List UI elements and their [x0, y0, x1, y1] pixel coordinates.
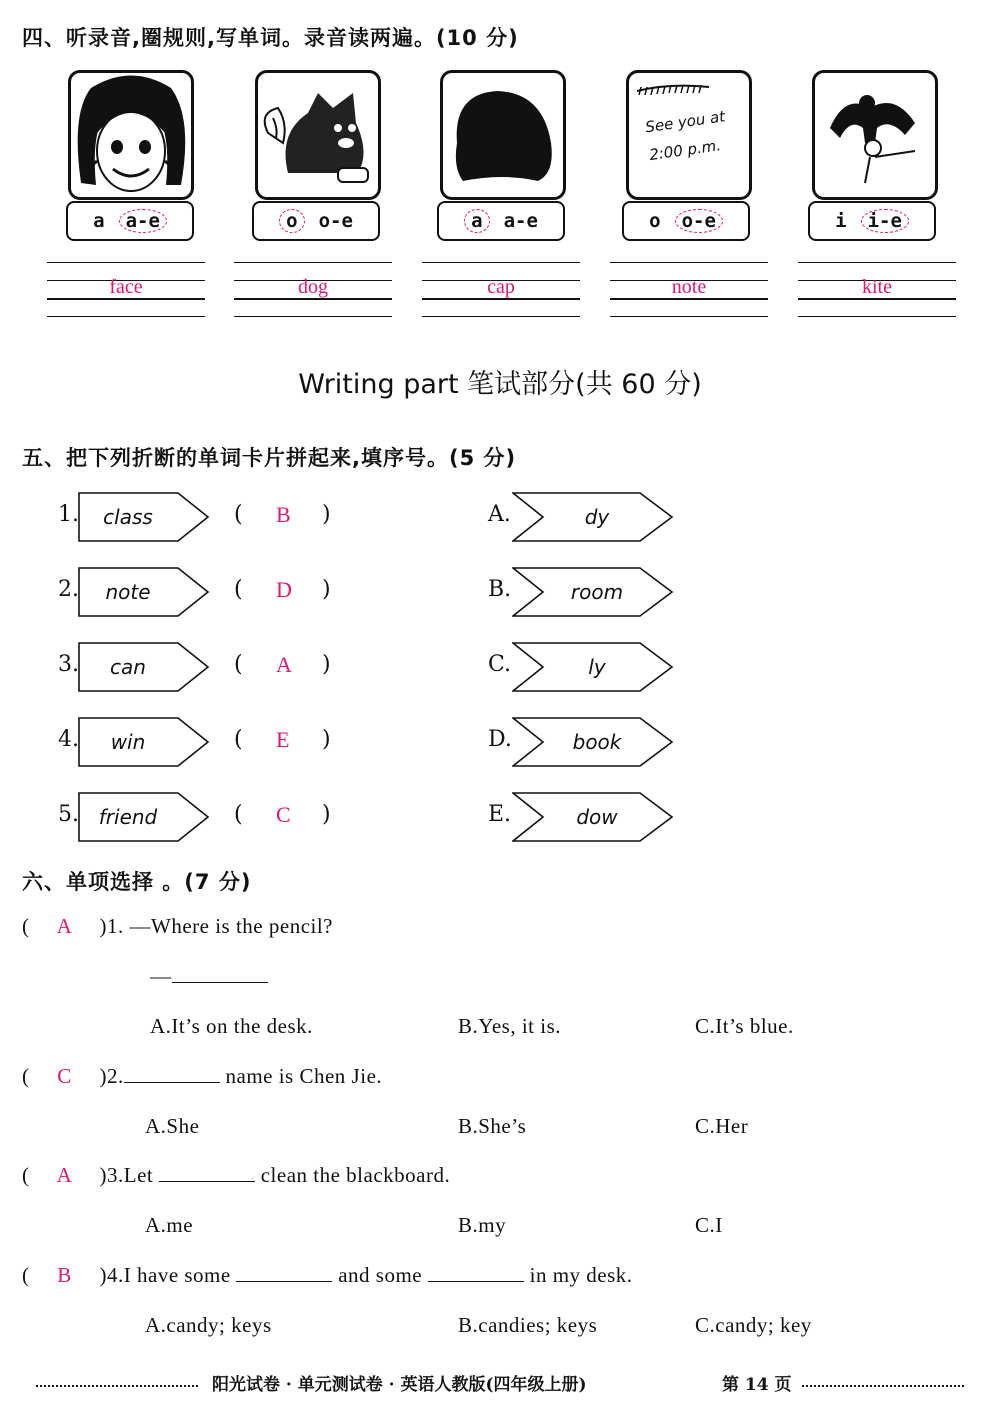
item-number: 2. — [58, 577, 79, 602]
option-b[interactable]: B.She’s — [458, 1114, 527, 1138]
rule-box-1[interactable] — [66, 201, 194, 241]
word-card-right — [512, 567, 674, 617]
writing-lines-1[interactable] — [47, 262, 205, 318]
option-letter: E. — [488, 802, 512, 827]
answer-word: kite — [862, 276, 892, 298]
option-a[interactable]: A.me — [145, 1213, 194, 1237]
answer-mark: A — [56, 1163, 73, 1187]
answer-blank[interactable]: D — [276, 577, 292, 602]
card-word: dow — [576, 805, 618, 829]
dog-picture — [255, 70, 381, 200]
section4-title: 四、听录音,圈规则,写单词。录音读两遍。(10 分) — [22, 26, 519, 50]
close-paren: ) — [322, 727, 331, 752]
circled-short-vowel: a — [464, 209, 489, 233]
answer-blank[interactable]: A — [276, 652, 292, 677]
answer-word: face — [109, 276, 143, 298]
rule: o-e — [318, 210, 353, 232]
kite-picture — [812, 70, 938, 200]
card-word: friend — [98, 805, 158, 829]
answer-mark: A — [56, 914, 73, 938]
circled-rule: o-e — [675, 209, 723, 233]
footer-dots-left — [36, 1385, 198, 1387]
note-picture — [626, 70, 752, 200]
question-number: )4. — [99, 1263, 124, 1287]
answer-mark: C — [57, 1064, 72, 1088]
writing-lines-4[interactable] — [610, 262, 768, 318]
writing-lines-5[interactable] — [798, 262, 956, 318]
note-text: See you at 2:00 p.m. — [644, 107, 727, 165]
word-card-left — [78, 642, 210, 692]
short-vowel: o — [649, 210, 661, 232]
footer-text: 阳光试卷 · 单元测试卷 · 英语人教版(四年级上册) — [212, 1375, 587, 1395]
open-paren: ( — [234, 802, 243, 827]
open-paren: ( — [234, 652, 243, 677]
option-c[interactable]: C.I — [695, 1213, 723, 1237]
question-text-after: clean the blackboard. — [260, 1163, 451, 1187]
blank-2[interactable] — [428, 1263, 524, 1282]
answer-word: note — [671, 276, 707, 298]
close-paren: ) — [322, 802, 331, 827]
question-3: ( A )3.Let clean the blackboard. — [22, 1163, 451, 1187]
blank[interactable] — [159, 1163, 255, 1182]
close-paren: ) — [322, 577, 331, 602]
card-word: class — [103, 505, 153, 529]
question-number: )1. — [99, 914, 124, 938]
word-card-right — [512, 492, 674, 542]
short-vowel: a — [93, 210, 105, 232]
girl-face-picture — [68, 70, 194, 200]
close-paren: ) — [322, 502, 331, 527]
option-letter: B. — [488, 577, 512, 602]
footer-dots-right — [802, 1385, 964, 1387]
card-word: ly — [588, 655, 606, 679]
question-4: ( B )4.I have some and some in my desk. — [22, 1263, 633, 1287]
option-a[interactable]: A.candy; keys — [145, 1313, 272, 1337]
question-text: name is Chen Jie. — [225, 1064, 383, 1088]
option-b[interactable]: B.candies; keys — [458, 1313, 598, 1337]
reply-line[interactable] — [150, 964, 268, 989]
writing-lines-3[interactable] — [422, 262, 580, 318]
open-paren: ( — [234, 727, 243, 752]
question-text-before: Let — [123, 1163, 154, 1187]
rule-box-4[interactable] — [622, 201, 750, 241]
option-letter: C. — [488, 652, 512, 677]
writing-lines-2[interactable] — [234, 262, 392, 318]
option-b[interactable]: B.Yes, it is. — [458, 1014, 561, 1038]
section5-title: 五、把下列折断的单词卡片拼起来,填序号。(5 分) — [22, 446, 517, 470]
word-card-right — [512, 792, 674, 842]
question-number: )3. — [99, 1163, 124, 1187]
blank-1[interactable] — [236, 1263, 332, 1282]
blank[interactable] — [124, 1064, 220, 1083]
word-card-right — [512, 642, 674, 692]
item-number: 5. — [58, 802, 79, 827]
card-word: can — [110, 655, 146, 679]
answer-blank[interactable]: B — [276, 502, 291, 527]
option-a[interactable]: A.It’s on the desk. — [150, 1014, 313, 1038]
question-text-middle: and some — [338, 1263, 423, 1287]
answer-word: cap — [487, 276, 515, 298]
section6-title: 六、单项选择 。(7 分) — [22, 870, 252, 894]
open-paren: ( — [234, 577, 243, 602]
blank[interactable] — [172, 964, 268, 983]
page-footer — [0, 1370, 1000, 1400]
cap-picture — [440, 70, 566, 200]
circled-rule: i-e — [861, 209, 909, 233]
card-word: book — [572, 730, 622, 754]
short-vowel: i — [835, 210, 847, 232]
page-number: 第 14 页 — [722, 1375, 792, 1395]
answer-word: dog — [298, 276, 328, 298]
answer-mark: B — [57, 1263, 72, 1287]
word-card-left — [78, 792, 210, 842]
word-card-right — [512, 717, 674, 767]
word-card-left — [78, 717, 210, 767]
circled-short-vowel: o — [279, 209, 304, 233]
card-word: win — [110, 730, 146, 754]
item-number: 4. — [58, 727, 79, 752]
option-c[interactable]: C.Her — [695, 1114, 749, 1138]
option-c[interactable]: C.It’s blue. — [695, 1014, 794, 1038]
circled-rule: a-e — [119, 209, 167, 233]
dash: — — [150, 964, 172, 988]
card-word: dy — [584, 505, 610, 529]
item-number: 1. — [58, 502, 79, 527]
rule-box-5[interactable] — [808, 201, 936, 241]
option-letter: A. — [488, 502, 511, 527]
option-a[interactable]: A.She — [145, 1114, 200, 1138]
close-paren: ) — [322, 652, 331, 677]
item-number: 3. — [58, 652, 79, 677]
word-card-left — [78, 567, 210, 617]
question-1: ( A )1. —Where is the pencil? — [22, 914, 333, 938]
word-card-left — [78, 492, 210, 542]
card-word: room — [570, 580, 624, 604]
option-c[interactable]: C.candy; key — [695, 1313, 812, 1337]
question-number: )2. — [99, 1064, 124, 1088]
card-word: note — [105, 580, 151, 604]
answer-blank[interactable]: E — [276, 727, 290, 752]
answer-blank[interactable]: C — [276, 802, 291, 827]
writing-part-title: Writing part 笔试部分(共 60 分) — [298, 369, 702, 400]
rule-box-3[interactable] — [437, 201, 565, 241]
open-paren: ( — [234, 502, 243, 527]
rule-box-2[interactable] — [252, 201, 380, 241]
question-text: —Where is the pencil? — [129, 914, 333, 938]
question-text-after: in my desk. — [529, 1263, 633, 1287]
option-letter: D. — [488, 727, 512, 752]
question-text-before: I have some — [123, 1263, 231, 1287]
option-b[interactable]: B.my — [458, 1213, 507, 1237]
rule: a-e — [503, 210, 538, 232]
question-2: ( C )2. name is Chen Jie. — [22, 1064, 383, 1088]
